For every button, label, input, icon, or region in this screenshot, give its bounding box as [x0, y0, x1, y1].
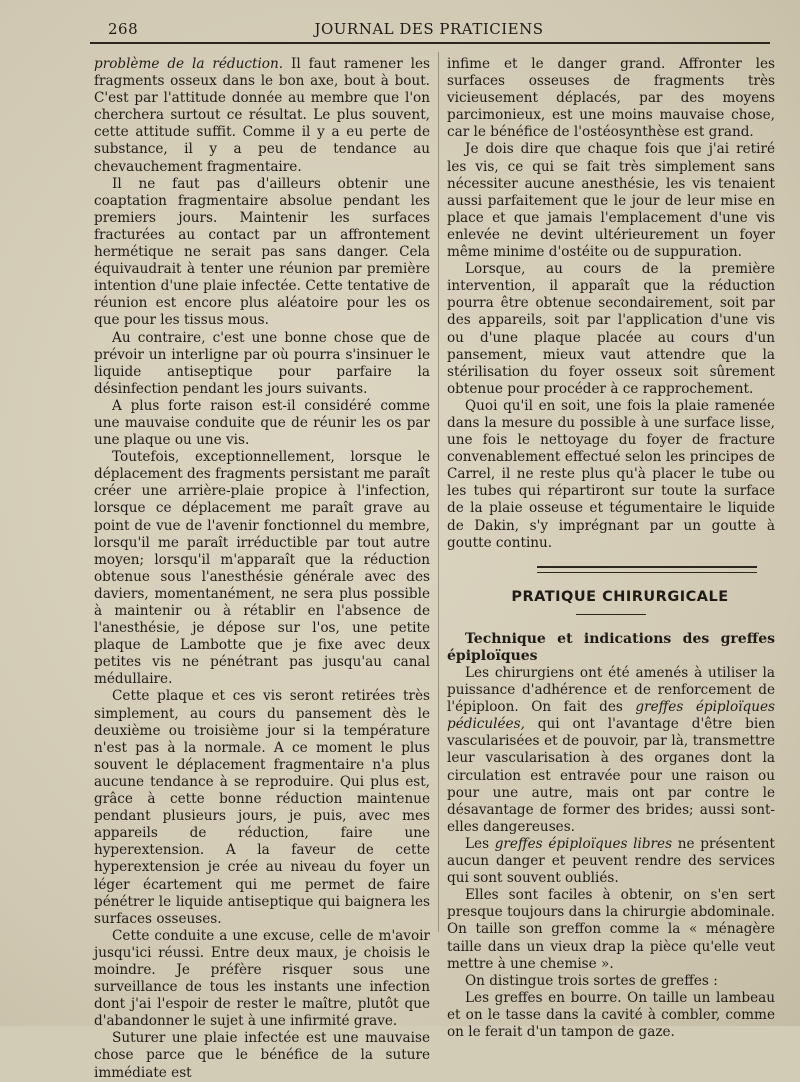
paragraph: Toutefois, exceptionnellement, lorsque le déplacement des fragments persistant me paraît créer une arrière-plaie propice à l'infection, lorsque ce déplacement me paraît grave au point de vue de l'avenir fonctionnel du membre, lorsqu'il me paraît irréductible par tout autre moyen; lorsqu'il m'apparaît que la réduction obtenue sous l'anesthésie générale avec des daviers, momentanément, ne sera plus possible à maintenir ou à rétablir en l'absence de l'anesthésie, je dépose sur l'os, une petite plaque de Lambotte que je fixe avec deux petites vis ne pénétrant pas jusqu'au canal médullaire. [94, 449, 430, 688]
paragraph: infime et le danger grand. Affronter les surfaces osseuses de fragments très vicieusement déplacés, par des moyens parcimonieux, est une moins mauvaise chose, car le bénéfice de l'ostéosynthèse est grand. [447, 56, 775, 141]
paragraph: A plus forte raison est-il considéré comme une mauvaise conduite que de réunir les os par une plaque ou une vis. [94, 397, 430, 449]
page-header [86, 18, 772, 42]
section-title: PRATIQUE CHIRURGICALE [511, 588, 729, 605]
paragraph: On distingue trois sortes de greffes : [465, 972, 718, 989]
paragraph [447, 665, 775, 836]
paragraph: Les greffes en bourre. On taille un lambeau et on le tasse dans la cavité à combler, comme on le ferait d'un tampon de gaze. [447, 989, 775, 1040]
paragraph-text: ne présentent aucun danger et peuvent rendre des services qui sont souvent oubliés. [447, 835, 775, 887]
paragraph-text: Les [465, 835, 495, 852]
paragraph [94, 56, 430, 176]
italic-phrase: greffes épiploïques libres [494, 835, 673, 852]
paragraph: Au contraire, c'est une bonne chose que de prévoir un interligne par où pourra s'insinuer le liquide antiseptique pour parfaire la désinfection pendant les jours suivants. [94, 329, 430, 397]
left-column [94, 56, 430, 1082]
paragraph [447, 836, 775, 887]
paragraph: Lorsque, au cours de la première intervention, il apparaît que la réduction pourra être obtenue secondairement, soit par des appareils, soit par l'application d'une vis ou d'une plaque placée au cours d'un pansement, mieux vaut attendre que la stérilisation du foyer osseux soit sûrement obtenue pour procéder à ce rapprochement. [447, 261, 775, 397]
paragraph: Quoi qu'il en soit, une fois la plaie ramenée dans la mesure du possible à une surface lisse, une fois le nettoyage du foyer de fracture convenablement effectué selon les principes de Carrel, il ne reste plus qu'à placer le tube ou les tubes qui répartiront sur toute la surface de la plaie osseuse et tégumentaire le liquide de Dakin, s'y imprégnant par un goutte à goutte continu. [447, 397, 775, 551]
italic-phrase: problème de la réduction. [94, 56, 284, 72]
paragraph-text: Les chirurgiens ont été amenés à utiliser la puissance d'adhérence et de renforcement de l'épiploon. On fait des [447, 665, 775, 716]
paragraph-text: qui ont l'avantage d'être bien vascularisées et de pouvoir, par là, transmettre leur vascularisation à des organes dont la circulation est entravée pour une raison ou pour une autre, mais ont par contre le désavantage de former des brides; aussi sont-elles dangereuses. [447, 716, 775, 835]
header-rule [90, 42, 770, 44]
paragraph: Cette conduite a une excuse, celle de m'avoir jusqu'ici réussi. Entre deux maux, je choisis le moindre. Je préfère risquer sous une surveillance de tous les instants une infection dont j'ai l'espoir de rester le maître, plutôt que d'abandonner le sujet à une infirmité grave. [94, 927, 430, 1030]
paragraph: Il ne faut pas d'ailleurs obtenir une coaptation fragmentaire absolue pendant les premiers jours. Maintenir les surfaces fracturées au contact par un affrontement hermétique ne serait pas sans danger. Cela équivaudrait à tenter une réunion par première intention d'une plaie infectée. Cette tentative de réunion est encore plus aléatoire pour les os que pour les tissus mous. [94, 175, 430, 329]
journal-title: JOURNAL DES PRATICIENS [314, 20, 544, 38]
section-title-underline [576, 614, 646, 615]
paragraph-text: Il faut ramener les fragments osseux dans le bon axe, bout à bout. C'est par l'attitude donnée au membre que l'on cherchera surtout ce résultat. Le plus souvent, cette attitude suffit. Comme il y a eu perte de substance, il y a peu de tendance au chevauchement fragmentaire. [94, 56, 430, 175]
paragraph: Je dois dire que chaque fois que j'ai retiré les vis, ce qui se fait très simplement sans nécessiter aucune anesthésie, les vis tenaient aussi parfaitement que le jour de leur mise en place et que jamais l'emplacement d'une vis enlevée ne devint ultérieurement un foyer même minime d'ostéite ou de suppuration. [447, 141, 775, 261]
column-divider [438, 52, 439, 932]
italic-phrase: greffes épiploïques pédiculées, [447, 699, 775, 733]
paragraph: Elles sont faciles à obtenir, on s'en sert presque toujours dans la chirurgie abdominale. On taille son greffon comme la « ménagère taille dans un vieux drap la pièce qu'elle veut mettre à une chemise ». [447, 887, 775, 972]
right-column [447, 56, 775, 1041]
page-number: 268 [108, 20, 139, 38]
section-rule [537, 566, 757, 573]
paragraph: Suturer une plaie infectée est une mauvaise chose parce que le bénéfice de la suture immédiate est [94, 1030, 430, 1081]
paragraph: Cette plaque et ces vis seront retirées très simplement, au cours du pansement dès le deuxième ou troisième jour si la température n'est pas à la normale. A ce moment le plus souvent le déplacement fragmentaire n'a plus aucune tendance à se reproduire. Qui plus est, grâce à cette bonne réduction maintenue pendant plusieurs jours, je puis, avec mes appareils de réduction, faire une hyperextension. A la faveur de cette hyperextension je crée au niveau du foyer un léger écartement qui me permet de faire pénétrer le liquide antiseptique qui baignera les surfaces osseuses. [94, 688, 430, 927]
subsection-title: Technique et indications des greffes épiploïques [447, 630, 775, 664]
